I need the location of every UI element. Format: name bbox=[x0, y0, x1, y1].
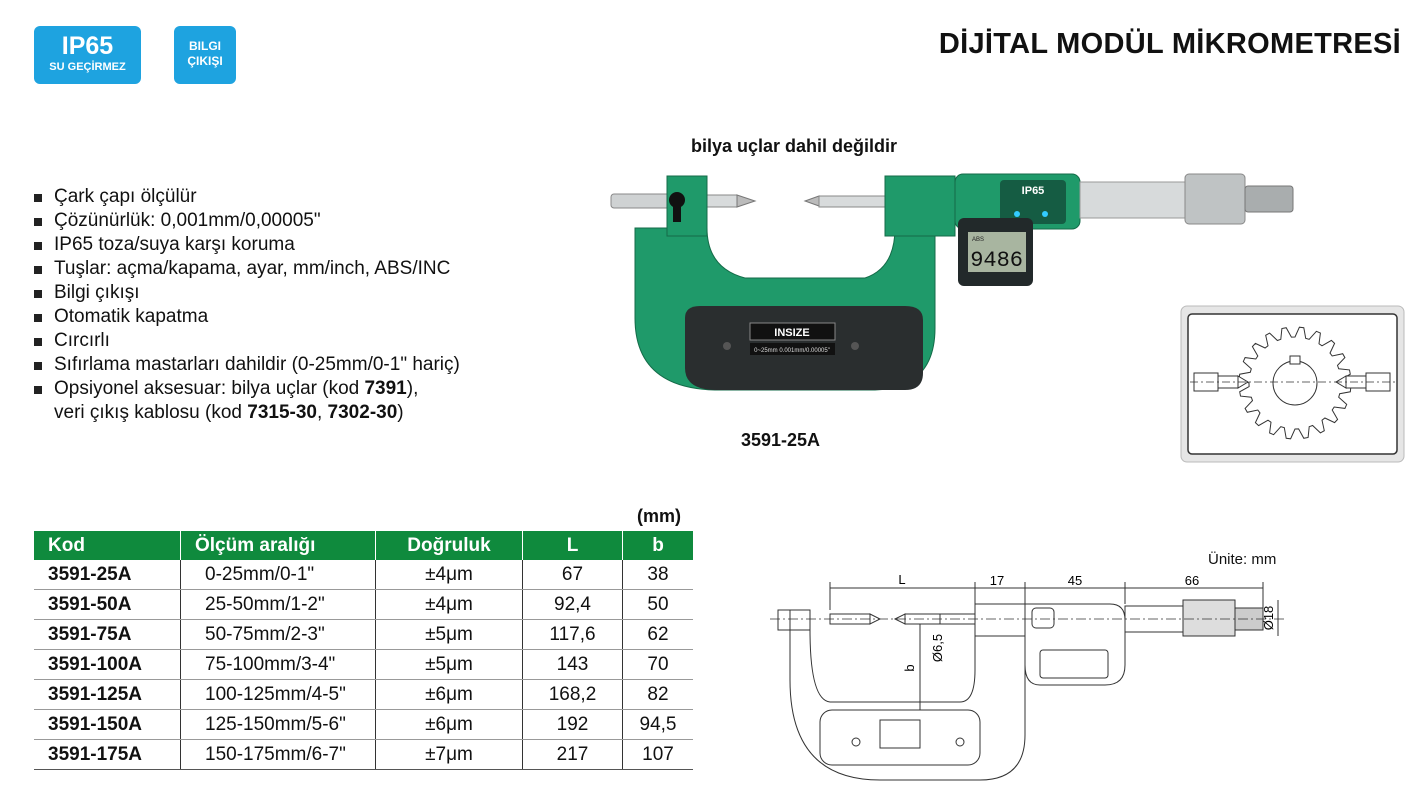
dim-45: 45 bbox=[1067, 573, 1083, 588]
cell-accuracy: ±4μm bbox=[376, 590, 523, 620]
cell-L: 143 bbox=[523, 650, 623, 680]
ip65-badge-subtitle: SU GEÇİRMEZ bbox=[49, 61, 126, 73]
optional-mid: ), bbox=[406, 378, 419, 399]
table-row bbox=[34, 650, 693, 680]
optional-code-7302: 7302-30 bbox=[327, 402, 398, 423]
gear-bore bbox=[1273, 361, 1317, 405]
data-output-badge bbox=[174, 26, 236, 84]
spec-table bbox=[34, 531, 693, 770]
table-row bbox=[34, 620, 693, 650]
unit-note: Ünite: mm bbox=[1208, 551, 1277, 568]
balls-not-included-note: bilya uçlar dahil değildir bbox=[691, 136, 898, 156]
ip65-badge-title: IP65 bbox=[61, 32, 114, 60]
cell-b: 82 bbox=[623, 680, 694, 710]
feature-item-optional bbox=[34, 377, 460, 401]
feature-item: Çözünürlük: 0,001mm/0,00005" bbox=[34, 209, 460, 233]
table-row bbox=[34, 560, 693, 590]
cell-b: 62 bbox=[623, 620, 694, 650]
dim-b: b bbox=[902, 664, 917, 672]
optional-prefix: Opsiyonel aksesuar: bilya uçlar (kod bbox=[54, 378, 365, 399]
table-row bbox=[34, 680, 693, 710]
gear-keyway bbox=[1290, 356, 1300, 364]
table-header-row bbox=[34, 531, 693, 560]
cell-range: 25-50mm/1-2" bbox=[181, 590, 376, 620]
display-reading: 9486 bbox=[970, 248, 1023, 273]
cell-L: 168,2 bbox=[523, 680, 623, 710]
data-output-badge-line2: ÇIKIŞI bbox=[187, 54, 223, 68]
cell-L: 117,6 bbox=[523, 620, 623, 650]
cell-L: 217 bbox=[523, 740, 623, 770]
cell-kod: 3591-125A bbox=[34, 680, 181, 710]
table-row bbox=[34, 590, 693, 620]
display-mode: ABS bbox=[972, 237, 985, 243]
dim-dia18: Ø18 bbox=[1261, 605, 1276, 631]
dim-66: 66 bbox=[1184, 573, 1200, 588]
optional-suffix: ) bbox=[397, 402, 404, 423]
dimension-drawing bbox=[770, 570, 1290, 790]
feature-item: IP65 toza/suya karşı koruma bbox=[34, 233, 460, 257]
gear-measurement-diagram bbox=[1180, 305, 1405, 463]
feature-item: Otomatik kapatma bbox=[34, 305, 460, 329]
cell-kod: 3591-150A bbox=[34, 710, 181, 740]
plate-text: 0~25mm 0.001mm/0.00005" bbox=[754, 348, 830, 354]
col-b: b bbox=[623, 531, 694, 560]
cell-range: 150-175mm/6-7" bbox=[181, 740, 376, 770]
cell-accuracy: ±4μm bbox=[376, 560, 523, 590]
cell-range: 50-75mm/2-3" bbox=[181, 620, 376, 650]
cell-range: 0-25mm/0-1" bbox=[181, 560, 376, 590]
data-output-badge-line1: BILGI bbox=[189, 39, 221, 53]
cell-b: 107 bbox=[623, 740, 694, 770]
cell-accuracy: ±6μm bbox=[376, 710, 523, 740]
optional-sep: , bbox=[316, 402, 328, 423]
cell-range: 100-125mm/4-5" bbox=[181, 680, 376, 710]
cell-accuracy: ±5μm bbox=[376, 650, 523, 680]
ip65-label: IP65 bbox=[1021, 185, 1045, 197]
feature-item: Tuşlar: açma/kapama, ayar, mm/inch, ABS/INC bbox=[34, 257, 460, 281]
cell-b: 50 bbox=[623, 590, 694, 620]
feature-item-optional-cont bbox=[34, 401, 460, 425]
cell-range: 125-150mm/5-6" bbox=[181, 710, 376, 740]
cell-kod: 3591-50A bbox=[34, 590, 181, 620]
optional-line2-prefix: veri çıkış kablosu (kod bbox=[54, 402, 248, 423]
cell-range: 75-100mm/3-4" bbox=[181, 650, 376, 680]
dim-dia6-5: Ø6,5 bbox=[930, 633, 945, 663]
col-range: Ölçüm aralığı bbox=[181, 531, 376, 560]
cell-accuracy: ±7μm bbox=[376, 740, 523, 770]
cell-L: 192 bbox=[523, 710, 623, 740]
col-kod: Kod bbox=[34, 531, 181, 560]
cell-kod: 3591-175A bbox=[34, 740, 181, 770]
cell-accuracy: ±5μm bbox=[376, 620, 523, 650]
col-accuracy: Doğruluk bbox=[376, 531, 523, 560]
feature-item: Sıfırlama mastarları dahildir (0-25mm/0-1" hariç) bbox=[34, 353, 460, 377]
ip65-badge bbox=[34, 26, 141, 84]
table-unit: (mm) bbox=[637, 506, 681, 526]
cell-b: 70 bbox=[623, 650, 694, 680]
dim-17: 17 bbox=[989, 573, 1005, 588]
table-row bbox=[34, 710, 693, 740]
feature-item: Çark çapı ölçülür bbox=[34, 185, 460, 209]
table-row bbox=[34, 740, 693, 770]
cell-L: 67 bbox=[523, 560, 623, 590]
cell-accuracy: ±6μm bbox=[376, 680, 523, 710]
brand-logo: INSIZE bbox=[774, 327, 810, 339]
page-title: DİJİTAL MODÜL MİKROMETRESİ bbox=[938, 28, 1401, 60]
optional-code-7315: 7315-30 bbox=[247, 402, 317, 423]
cell-b: 94,5 bbox=[623, 710, 694, 740]
dim-L: L bbox=[898, 572, 906, 587]
cell-kod: 3591-75A bbox=[34, 620, 181, 650]
cell-b: 38 bbox=[623, 560, 694, 590]
model-caption: 3591-25A bbox=[741, 430, 821, 450]
feature-item: Cırcırlı bbox=[34, 329, 460, 353]
cell-L: 92,4 bbox=[523, 590, 623, 620]
feature-item: Bilgi çıkışı bbox=[34, 281, 460, 305]
cell-kod: 3591-25A bbox=[34, 560, 181, 590]
cell-kod: 3591-100A bbox=[34, 650, 181, 680]
col-L: L bbox=[523, 531, 623, 560]
optional-code-7391: 7391 bbox=[364, 378, 407, 399]
feature-list bbox=[34, 185, 460, 425]
